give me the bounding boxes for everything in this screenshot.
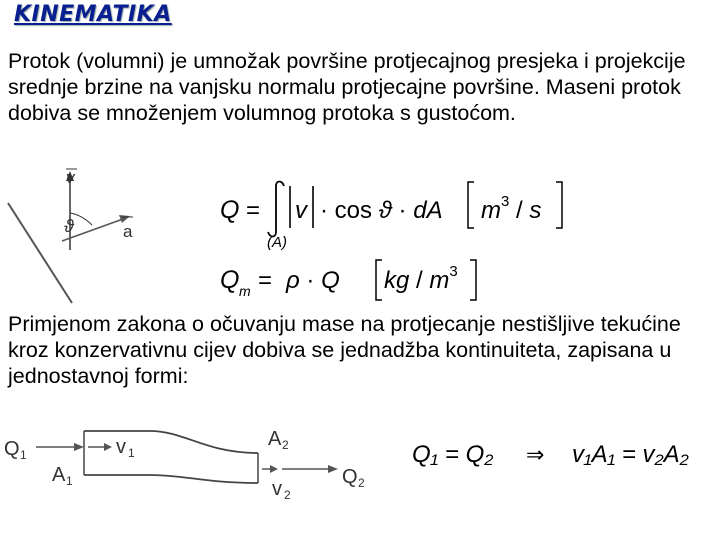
- qm-body: ρ · Q: [286, 267, 340, 294]
- theta-label: ϑ: [64, 216, 74, 236]
- v2-sub: 2: [284, 488, 291, 502]
- pipe-diagram: [0, 425, 400, 525]
- pipe-wall-top: [84, 431, 258, 453]
- q2-label: Q: [342, 466, 358, 488]
- a2-sub: 2: [282, 438, 289, 452]
- q2-arrowhead: [328, 465, 338, 473]
- integral-sign: [268, 182, 284, 237]
- surface-line: [8, 203, 72, 303]
- a1-label: A: [52, 464, 66, 486]
- qm-equals: =: [258, 267, 273, 294]
- v1-arrowhead: [104, 443, 112, 451]
- integrand-rest: · cos ϑ · dA: [320, 197, 443, 224]
- formula-mass-flow: [212, 256, 512, 306]
- v1-label: v: [116, 436, 126, 458]
- continuity-left: Q₁ = Q₂: [412, 441, 494, 468]
- formula-volume-flow: [212, 172, 592, 252]
- implies-symbol: ⇒: [526, 442, 545, 467]
- vector-sketch: [0, 165, 180, 305]
- v-label: v: [66, 168, 75, 187]
- unit-bracket-left: [468, 182, 474, 228]
- integrand: v: [295, 197, 307, 224]
- continuity-right: v₁A₁ = v₂A₂: [572, 441, 689, 468]
- v1-sub: 1: [128, 446, 135, 460]
- qm-unit: kg / $m^3$: [384, 263, 458, 294]
- slide-title: KINEMATIKA: [14, 2, 172, 27]
- qm-symbol: Q: [220, 266, 240, 294]
- q1-sub: 1: [20, 448, 27, 462]
- v2-arrowhead: [270, 465, 278, 473]
- qm-bracket-right: [470, 260, 476, 300]
- integral-subscript: (A): [267, 234, 287, 251]
- definition-paragraph: Protok (volumni) je umnožak površine protjecajnog presjeka i projekcije srednje brzine na vanjsku normalu protjecajne površine. Maseni protok dobiva se množenjem volumnog protoka s gustoćom.: [8, 49, 686, 125]
- pipe-wall-bottom: [84, 475, 258, 483]
- a1-sub: 1: [66, 474, 73, 488]
- unit-bracket-right: [556, 182, 562, 228]
- q1-arrowhead: [74, 443, 84, 451]
- q-symbol: Q: [220, 196, 240, 224]
- continuity-equation: [408, 436, 718, 476]
- a2-label: A: [268, 428, 282, 450]
- qm-bracket-left: [376, 260, 382, 300]
- qm-subscript: m: [239, 283, 251, 299]
- q1-label: Q: [4, 438, 20, 460]
- a-label: a: [123, 222, 133, 241]
- equals-sign: =: [246, 197, 261, 224]
- continuity-paragraph: Primjenom zakona o očuvanju mase na protjecanje nestišljive tekućine kroz konzervativnu cijev dobiva se jednadžba kontinuiteta, zapisana u jednostavnoj formi:: [8, 312, 681, 388]
- q-unit: $m^3$ / s: [481, 193, 542, 224]
- q2-sub: 2: [358, 476, 365, 490]
- v2-label: v: [272, 478, 282, 500]
